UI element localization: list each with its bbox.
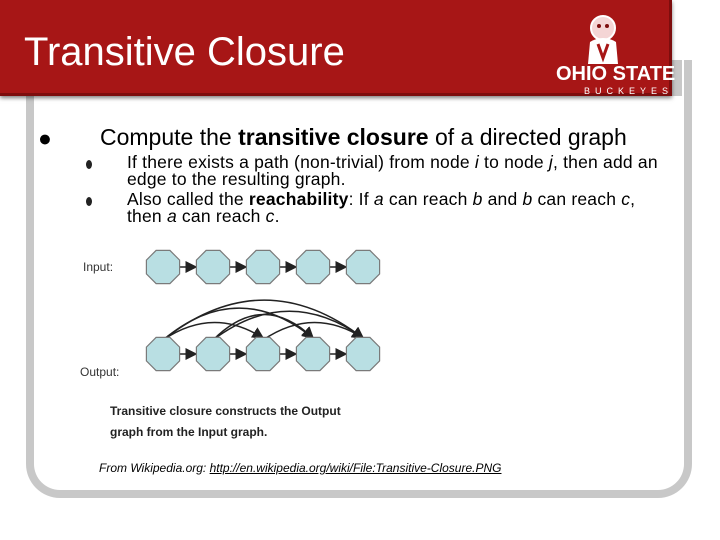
bullet-marker: ●	[38, 125, 52, 151]
ohio-state-logo	[548, 8, 688, 98]
graph-node	[296, 250, 329, 283]
graph-node	[146, 250, 179, 283]
sub-bullet-2: Also called the reachability: If a can reach b and b can reach c, then a can reach c.	[127, 189, 636, 226]
brutus-mascot-icon	[588, 16, 618, 64]
graph-node	[196, 250, 229, 283]
output-label: Output:	[80, 365, 120, 379]
graph-node	[146, 337, 179, 370]
sub-bullet-marker	[86, 160, 92, 169]
graph-node	[346, 337, 379, 370]
logo-sub: BUCKEYES	[584, 86, 674, 96]
diagram-caption-line2: graph from the Input graph.	[110, 425, 268, 439]
logo-word: OHIO STATE	[556, 63, 676, 85]
credit-line: From Wikipedia.org: http://en.wikipedia.org/wiki/File:Transitive-Closure.PNG	[99, 461, 502, 475]
graph-node	[296, 337, 329, 370]
graph-node	[196, 337, 229, 370]
credit-link[interactable]: http://en.wikipedia.org/wiki/File:Transitive-Closure.PNG	[209, 461, 502, 475]
sub-bullet-marker	[86, 197, 92, 206]
output-graph	[146, 300, 379, 371]
slide-title: Transitive Closure	[24, 30, 345, 74]
diagram-caption-line1: Transitive closure constructs the Output	[110, 404, 341, 418]
input-graph	[146, 250, 379, 283]
input-label: Input:	[83, 260, 114, 274]
main-bullet: Compute the transitive closure of a directed graph	[100, 124, 627, 150]
graph-node	[246, 250, 279, 283]
graph-node	[246, 337, 279, 370]
sub-bullet-1: If there exists a path (non-trivial) from node i to node j, then add an edge to the resulting graph.	[127, 152, 658, 189]
graph-node	[346, 250, 379, 283]
transitive-closure-diagram	[75, 240, 395, 450]
